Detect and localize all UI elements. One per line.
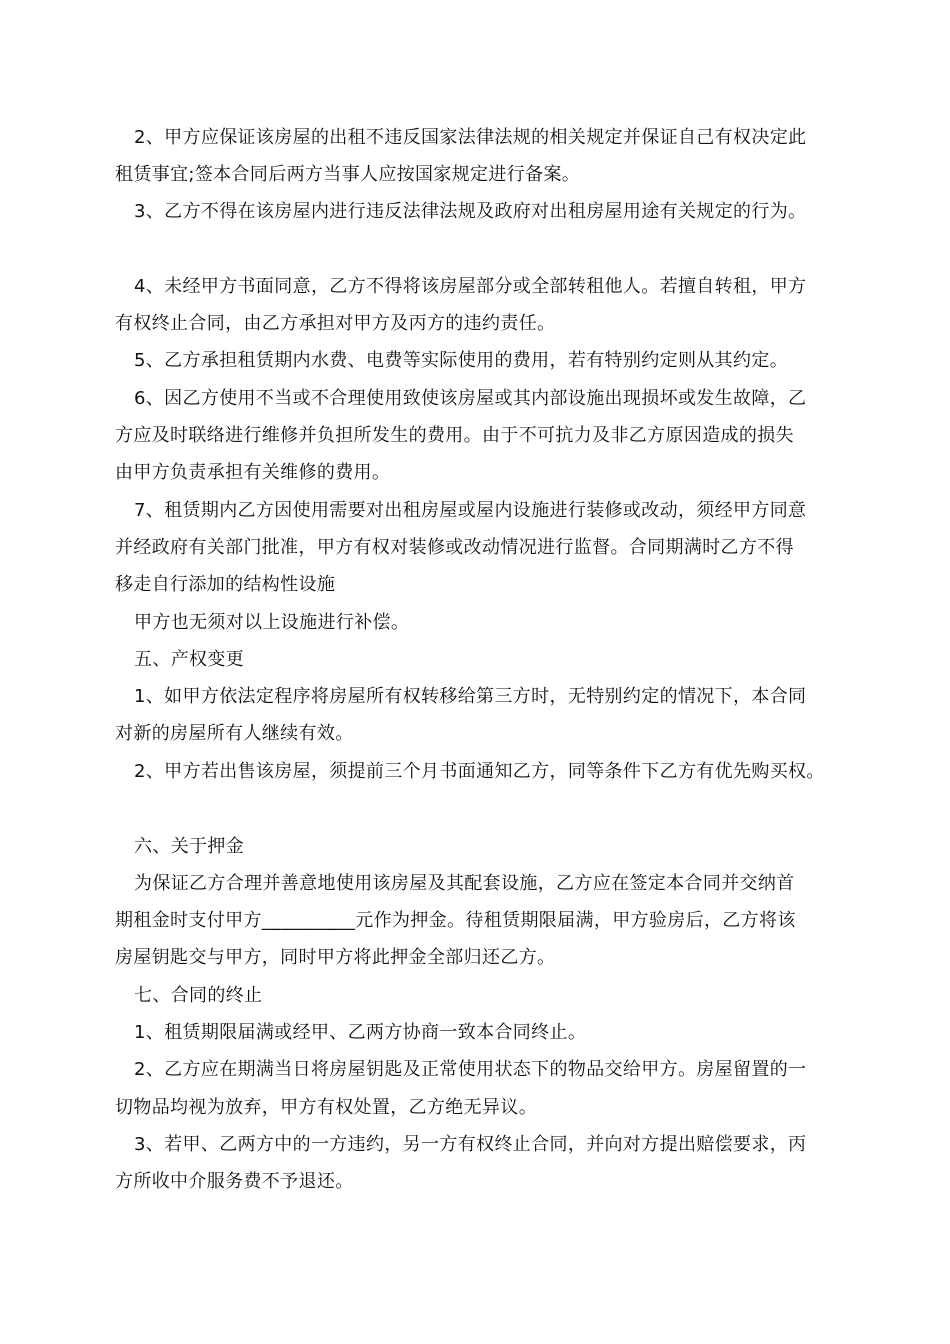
paragraph-line: 6、因乙方使用不当或不合理使用致使该房屋或其内部设施出现损坏或发生故障，乙 <box>134 388 807 409</box>
paragraph-line: 切物品均视为放弃，甲方有权处置，乙方绝无异议。 <box>115 1097 538 1118</box>
paragraph-line: 方所收中介服务费不予退还。 <box>115 1171 354 1192</box>
paragraph-line: 7、租赁期内乙方因使用需要对出租房屋或屋内设施进行装修或改动，须经甲方同意 <box>134 500 807 521</box>
paragraph-line: 3、乙方不得在该房屋内进行违反法律法规及政府对出租房屋用途有关规定的行为。 <box>134 201 807 222</box>
paragraph-line: 2、乙方应在期满当日将房屋钥匙及正常使用状态下的物品交给甲方。房屋留置的一 <box>134 1059 807 1080</box>
paragraph-line: 有权终止合同，由乙方承担对甲方及丙方的违约责任。 <box>115 313 556 334</box>
section-heading: 七、合同的终止 <box>134 985 263 1006</box>
paragraph-line: 方应及时联络进行维修并负担所发生的费用。由于不可抗力及非乙方原因造成的损失 <box>115 425 794 446</box>
paragraph-line: 1、如甲方依法定程序将房屋所有权转移给第三方时，无特别约定的情况下，本合同 <box>134 686 807 707</box>
paragraph-line: 房屋钥匙交与甲方，同时甲方将此押金全部归还乙方。 <box>115 947 556 968</box>
paragraph-line: 4、未经甲方书面同意，乙方不得将该房屋部分或全部转租他人。若擅自转租，甲方 <box>134 276 807 297</box>
paragraph-line: 甲方也无须对以上设施进行补偿。 <box>134 612 410 633</box>
paragraph-line: 并经政府有关部门批准，甲方有权对装修或改动情况进行监督。合同期满时乙方不得 <box>115 537 794 558</box>
paragraph-line: 5、乙方承担租赁期内水费、电费等实际使用的费用，若有特别约定则从其约定。 <box>134 350 789 371</box>
section-heading: 六、关于押金 <box>134 836 245 857</box>
paragraph-line: 期租金时支付甲方__________元作为押金。待租赁期限届满，甲方验房后，乙方将该 <box>115 910 796 931</box>
paragraph-line: 由甲方负责承担有关维修的费用。 <box>115 462 391 483</box>
paragraph-line: 移走自行添加的结构性设施 <box>115 574 336 595</box>
paragraph-line: 2、甲方应保证该房屋的出租不违反国家法律法规的相关规定并保证自己有权决定此 <box>134 127 807 148</box>
paragraph-line: 1、租赁期限届满或经甲、乙两方协商一致本合同终止。 <box>134 1022 587 1043</box>
paragraph-line: 租赁事宜;签本合同后两方当事人应按国家规定进行备案。 <box>115 164 581 185</box>
paragraph-line: 对新的房屋所有人继续有效。 <box>115 723 354 744</box>
paragraph-line: 2、甲方若出售该房屋，须提前三个月书面通知乙方，同等条件下乙方有优先购买权。 <box>134 761 825 782</box>
paragraph-line: 为保证乙方合理并善意地使用该房屋及其配套设施，乙方应在签定本合同并交纳首 <box>134 873 795 894</box>
paragraph-line: 3、若甲、乙两方中的一方违约，另一方有权终止合同，并向对方提出赔偿要求，丙 <box>134 1134 807 1155</box>
section-heading: 五、产权变更 <box>134 649 245 670</box>
